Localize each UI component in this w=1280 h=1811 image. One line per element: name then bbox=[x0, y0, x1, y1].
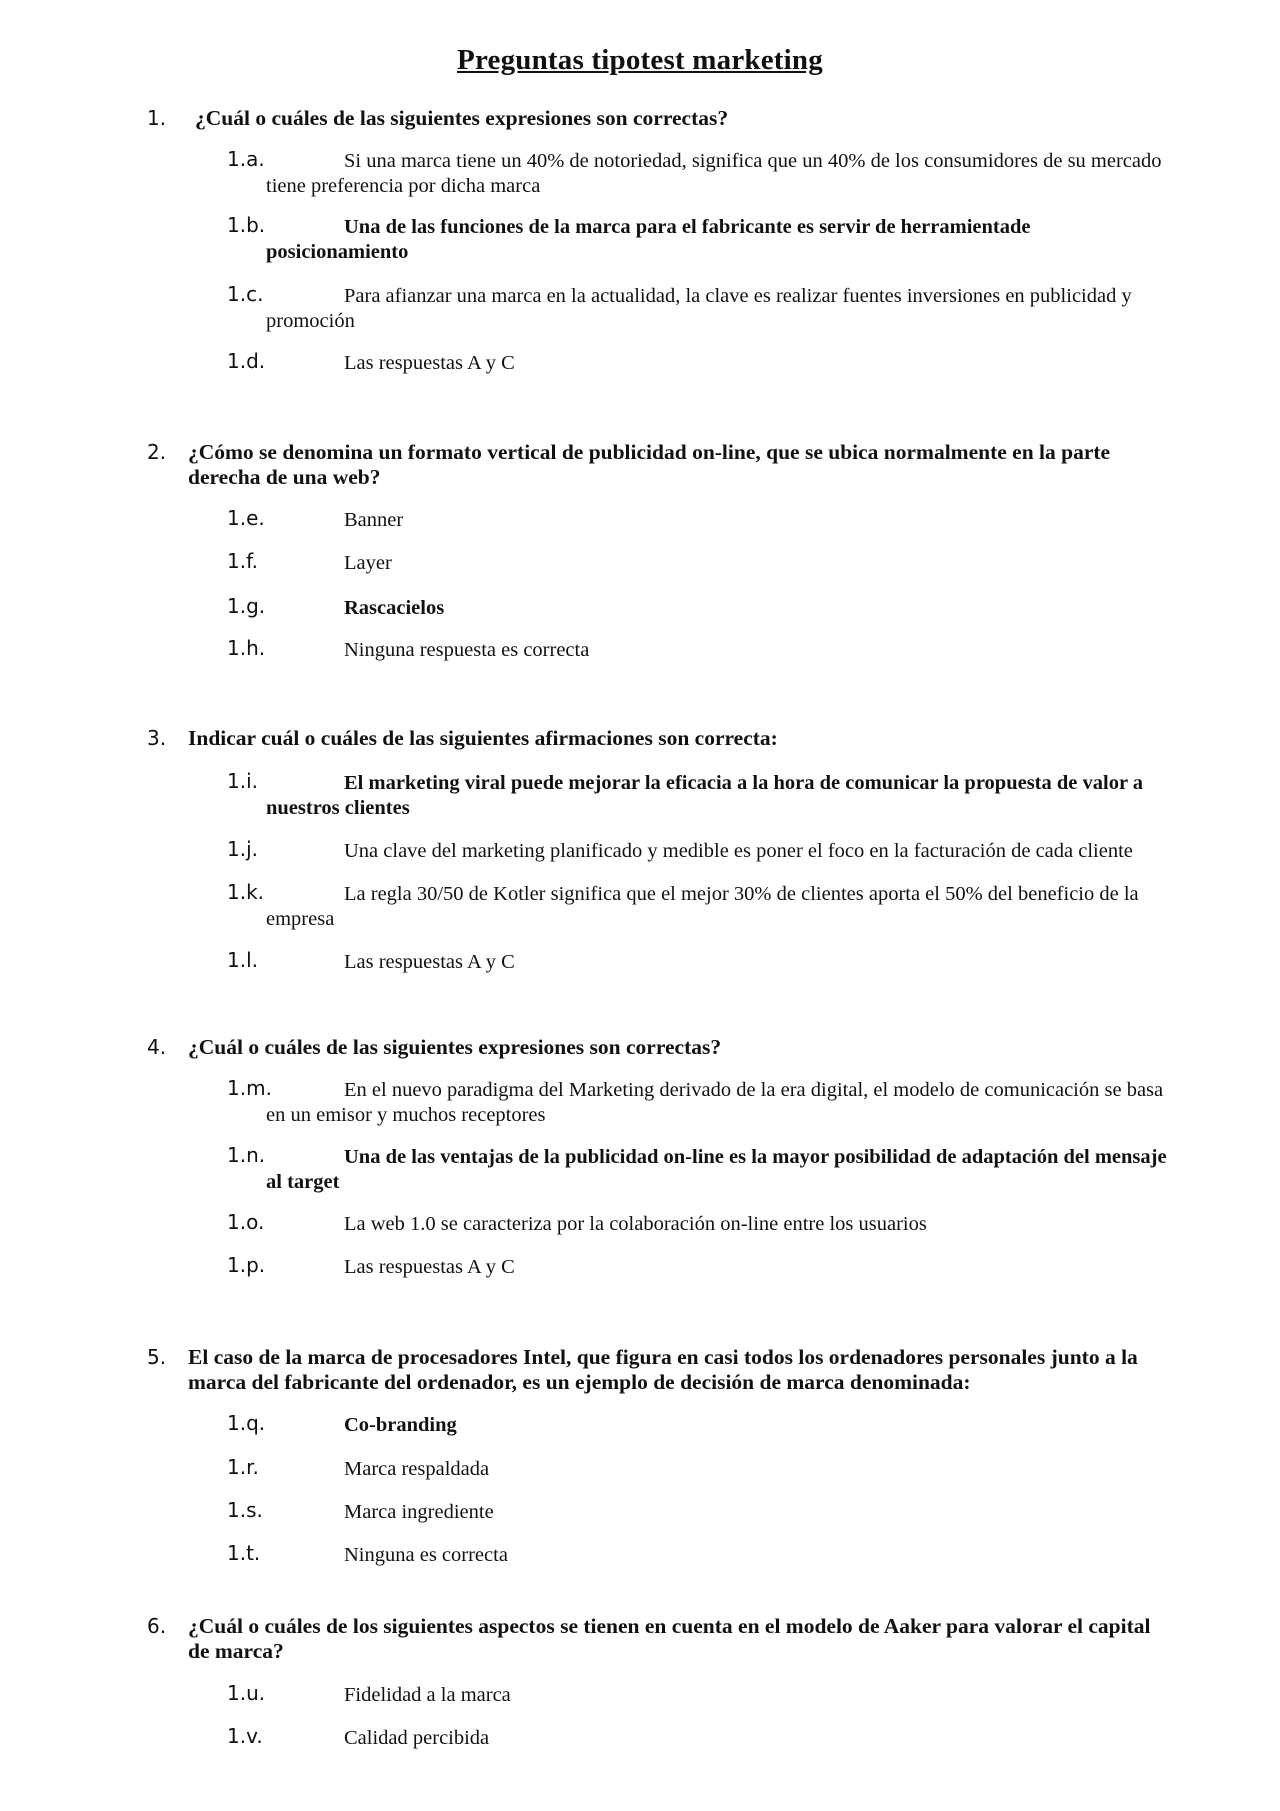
question-5 bbox=[147, 1345, 1167, 1395]
option-1p bbox=[227, 1255, 1177, 1280]
option-label: 1.i. bbox=[227, 769, 258, 793]
option-1f bbox=[227, 551, 1177, 576]
option-label: 1.o. bbox=[227, 1210, 265, 1234]
question-number: 1. bbox=[147, 106, 167, 130]
option-text: En el nuevo paradigma del Marketing derivado de la era digital, el modelo de comunicación se basa en un emisor y muchos receptores bbox=[266, 1079, 1164, 1126]
option-text-correct: El marketing viral puede mejorar la eficacia a la hora de comunicar la propuesta de valor a nuestros clientes bbox=[266, 772, 1144, 819]
option-text: Banner bbox=[344, 509, 404, 531]
option-label: 1.h. bbox=[227, 636, 266, 660]
option-1e bbox=[227, 508, 1177, 533]
option-text: Para afianzar una marca en la actualidad, la clave es realizar fuentes inversiones en publicidad y promoción bbox=[266, 285, 1132, 332]
option-text: Si una marca tiene un 40% de notoriedad, significa que un 40% de los consumidores de su mercado tiene preferencia por dicha marca bbox=[266, 150, 1162, 197]
option-1j bbox=[227, 839, 1177, 864]
option-1n bbox=[227, 1145, 1177, 1195]
option-text: Calidad percibida bbox=[344, 1727, 490, 1749]
option-text-correct: Co-branding bbox=[344, 1414, 457, 1436]
option-text: Ninguna respuesta es correcta bbox=[344, 639, 590, 661]
option-label: 1.t. bbox=[227, 1541, 261, 1565]
option-text: Marca ingrediente bbox=[344, 1501, 494, 1523]
option-text: Marca respaldada bbox=[344, 1458, 490, 1480]
question-number: 2. bbox=[147, 440, 167, 464]
option-label: 1.r. bbox=[227, 1455, 259, 1479]
question-number: 4. bbox=[147, 1035, 167, 1059]
question-number: 6. bbox=[147, 1614, 167, 1638]
option-label: 1.m. bbox=[227, 1076, 272, 1100]
question-text: ¿Cuál o cuáles de las siguientes expresiones son correctas? bbox=[188, 1035, 722, 1059]
question-text: ¿Cuál o cuáles de los siguientes aspectos se tienen en cuenta en el modelo de Aaker para valorar el capital de marca? bbox=[188, 1614, 1151, 1663]
option-1m bbox=[227, 1078, 1177, 1128]
option-label: 1.e. bbox=[227, 506, 265, 530]
option-1s bbox=[227, 1500, 1177, 1525]
question-6 bbox=[147, 1614, 1167, 1664]
question-4 bbox=[147, 1035, 1167, 1060]
option-label: 1.d. bbox=[227, 349, 266, 373]
option-text: Fidelidad a la marca bbox=[344, 1684, 511, 1706]
option-text: Ninguna es correcta bbox=[344, 1544, 508, 1566]
question-text: Indicar cuál o cuáles de las siguientes afirmaciones son correcta: bbox=[188, 726, 778, 750]
option-text-correct: Rascacielos bbox=[344, 597, 445, 619]
option-label: 1.s. bbox=[227, 1498, 263, 1522]
option-label: 1.l. bbox=[227, 948, 258, 972]
page-title: Preguntas tipotest marketing bbox=[457, 44, 823, 76]
option-1b bbox=[227, 215, 1177, 265]
option-1d bbox=[227, 351, 1177, 376]
question-text: ¿Cuál o cuáles de las siguientes expresiones son correctas? bbox=[195, 106, 729, 130]
option-1i bbox=[227, 771, 1177, 821]
option-label: 1.j. bbox=[227, 837, 258, 861]
question-text: El caso de la marca de procesadores Intel, que figura en casi todos los ordenadores personales junto a la marca del fabricante del ordenador, es un ejemplo de decisión de marca denominada: bbox=[188, 1345, 1138, 1394]
option-label: 1.a. bbox=[227, 147, 265, 171]
option-1h bbox=[227, 638, 1177, 663]
option-text-correct: Una de las ventajas de la publicidad on-line es la mayor posibilidad de adaptación del mensaje al target bbox=[266, 1146, 1167, 1193]
option-text: Las respuestas A y C bbox=[344, 1256, 515, 1278]
option-text: Layer bbox=[344, 552, 392, 574]
option-1o bbox=[227, 1212, 1177, 1237]
option-label: 1.q. bbox=[227, 1411, 266, 1435]
option-text: Las respuestas A y C bbox=[344, 951, 515, 973]
option-label: 1.k. bbox=[227, 880, 265, 904]
option-label: 1.u. bbox=[227, 1681, 266, 1705]
option-1a bbox=[227, 149, 1177, 199]
option-label: 1.c. bbox=[227, 282, 264, 306]
option-label: 1.b. bbox=[227, 213, 266, 237]
option-label: 1.v. bbox=[227, 1724, 263, 1748]
option-1u bbox=[227, 1683, 1177, 1708]
option-text: La web 1.0 se caracteriza por la colaboración on-line entre los usuarios bbox=[344, 1213, 927, 1235]
question-number: 3. bbox=[147, 726, 167, 750]
option-1v bbox=[227, 1726, 1177, 1751]
option-1q bbox=[227, 1413, 1177, 1438]
option-text-correct: Una de las funciones de la marca para el fabricante es servir de herramientade posicionamiento bbox=[266, 216, 1031, 263]
question-2 bbox=[147, 440, 1167, 490]
option-1l bbox=[227, 950, 1177, 975]
question-number: 5. bbox=[147, 1345, 167, 1369]
option-label: 1.f. bbox=[227, 549, 259, 573]
option-text: Una clave del marketing planificado y medible es poner el foco en la facturación de cada cliente bbox=[344, 840, 1133, 862]
option-1g bbox=[227, 596, 1177, 621]
question-text: ¿Cómo se denomina un formato vertical de publicidad on-line, que se ubica normalmente en la parte derecha de una web? bbox=[188, 440, 1111, 489]
option-1t bbox=[227, 1543, 1177, 1568]
option-text: Las respuestas A y C bbox=[344, 352, 515, 374]
option-label: 1.n. bbox=[227, 1143, 266, 1167]
option-label: 1.p. bbox=[227, 1253, 266, 1277]
option-1c bbox=[227, 284, 1177, 334]
option-1k bbox=[227, 882, 1177, 932]
option-text: La regla 30/50 de Kotler significa que el mejor 30% de clientes aporta el 50% del beneficio de la empresa bbox=[266, 883, 1139, 930]
question-1 bbox=[147, 106, 1167, 131]
option-label: 1.g. bbox=[227, 594, 266, 618]
option-1r bbox=[227, 1457, 1177, 1482]
question-3 bbox=[147, 726, 1167, 751]
